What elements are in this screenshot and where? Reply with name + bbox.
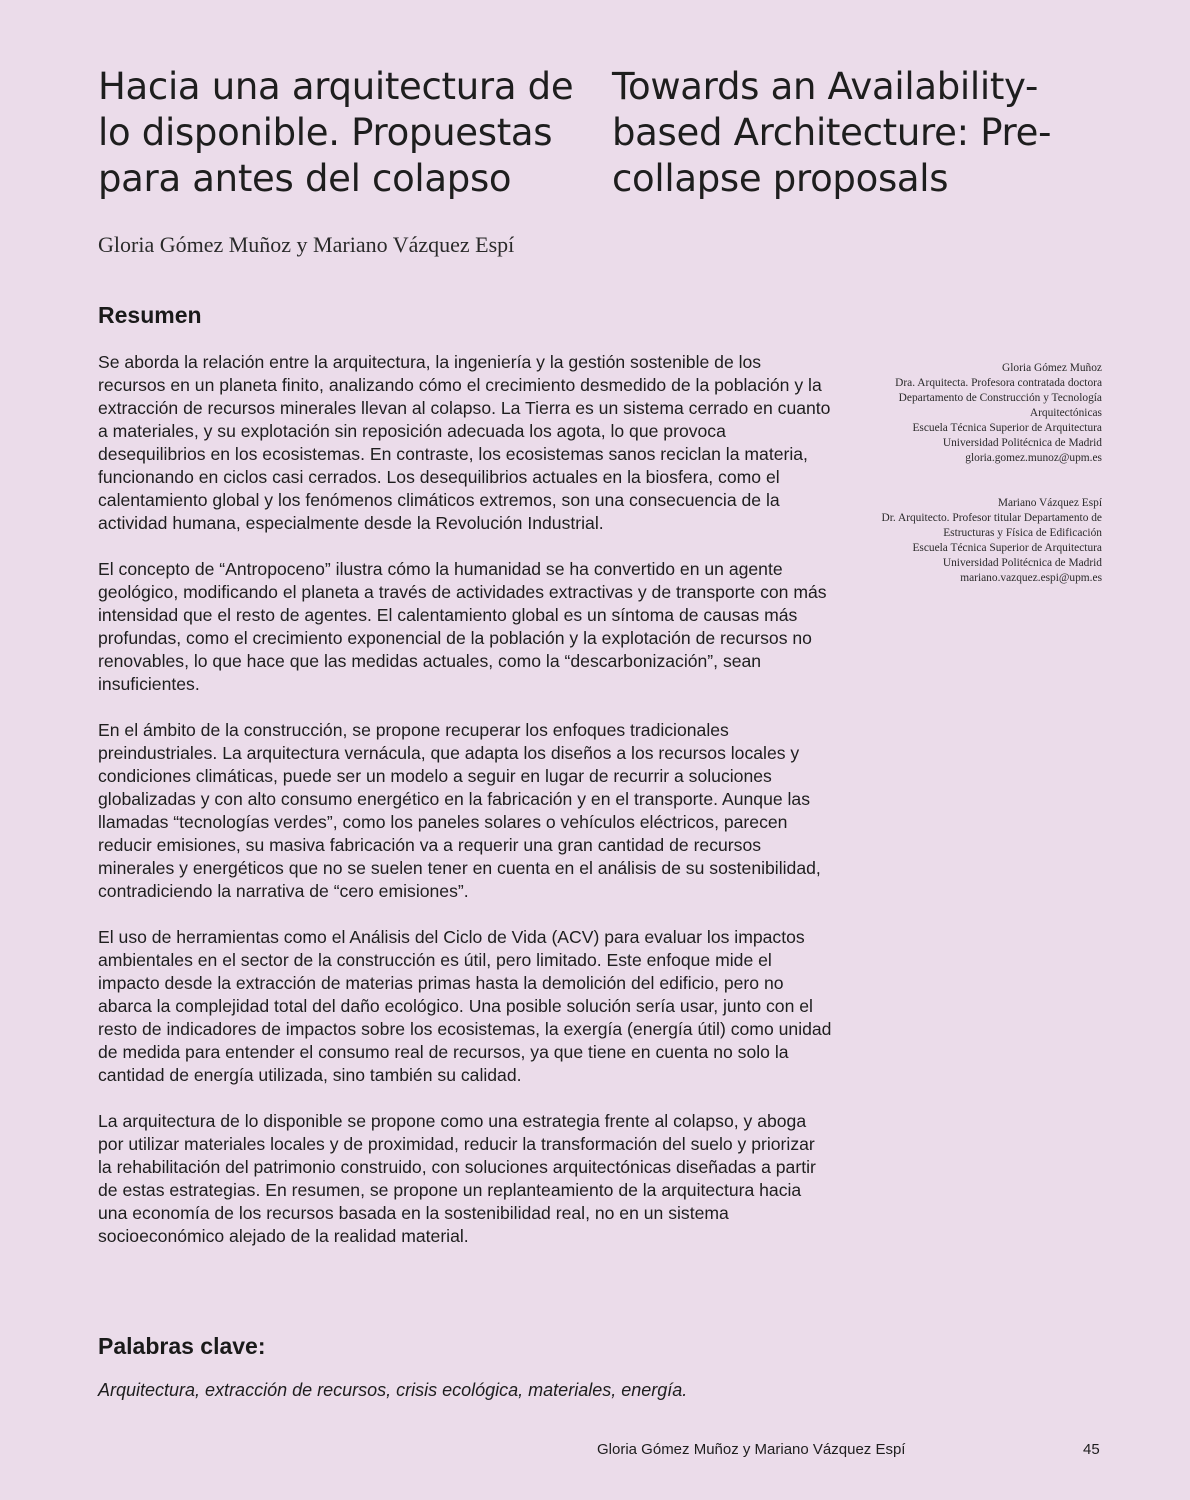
- keywords-heading: Palabras clave:: [98, 1333, 266, 1359]
- affiliation-mariano: [802, 496, 1102, 586]
- abstract-paragraph: El uso de herramientas como el Análisis del Ciclo de Vida (ACV) para evaluar los impactos ambientales en el sector de la construcción es útil, pero limitado. Este enfoque mide el impacto desde la extracción de materias primas hasta la demolición del edificio, pero no abarca la complejidad total del daño ecológico. Una posible solución sería usar, junto con el resto de indicadores de impactos sobre los ecosistemas, la exergía (energía útil) como unidad de medida para entender el consumo real de recursos, ya que tiene en cuenta no solo la cantidad de energía utilizada, sino también su calidad.: [98, 927, 832, 1085]
- affiliation-email[interactable]: mariano.vazquez.espi@upm.es: [960, 572, 1102, 584]
- keywords-text: Arquitectura, extracción de recursos, crisis ecológica, materiales, energía.: [98, 1380, 688, 1400]
- affiliation-name: Mariano Vázquez Espí: [997, 497, 1102, 509]
- affiliation-line: Universidad Politécnica de Madrid: [942, 557, 1102, 569]
- affiliation-line: Estructuras y Física de Edificación: [943, 527, 1102, 539]
- affiliation-line: Escuela Técnica Superior de Arquitectura: [912, 422, 1102, 434]
- footer-authors: Gloria Gómez Muñoz y Mariano Vázquez Espí: [597, 1441, 906, 1458]
- abstract-paragraph: El concepto de “Antropoceno” ilustra cómo la humanidad se ha convertido en un agente geológico, modificando el planeta a través de actividades extractivas y de transporte con más intensidad que el resto de agentes. El calentamiento global es un síntoma de causas más profundas, como el crecimiento exponencial de la población y la explotación de recursos no renovables, lo que hace que las medidas actuales, como la “descarbonización”, sean insuficientes.: [98, 559, 827, 694]
- affiliation-email[interactable]: gloria.gomez.munoz@upm.es: [965, 452, 1102, 464]
- affiliation-line: Dra. Arquitecta. Profesora contratada doctora: [895, 377, 1102, 389]
- abstract-paragraph: En el ámbito de la construcción, se propone recuperar los enfoques tradicionales preindustriales. La arquitectura vernácula, que adapta los diseños a los recursos locales y condiciones climáticas, puede ser un modelo a seguir en lugar de recurrir a soluciones globalizadas y con alto consumo energético en la fabricación y en el transporte. Aunque las llamadas “tecnologías verdes”, como los paneles solares o vehículos eléctricos, parecen reducir emisiones, su masiva fabricación va a requerir una gran cantidad de recursos minerales y energéticos que no se suelen tener en cuenta en el análisis de su sostenibilidad, contradiciendo la narrativa de “cero emisiones”.: [98, 720, 821, 901]
- affiliation-line: Universidad Politécnica de Madrid: [942, 437, 1102, 449]
- abstract-body: [98, 351, 833, 1271]
- authors: Gloria Gómez Muñoz y Mariano Vázquez Espí: [98, 232, 515, 257]
- abstract-heading: Resumen: [98, 302, 202, 328]
- title-english: Towards an Availability-based Architecture: Pre-collapse proposals: [612, 65, 1052, 200]
- affiliation-line: Escuela Técnica Superior de Arquitectura: [912, 542, 1102, 554]
- title-spanish: Hacia una arquitectura de lo disponible. Propuestas para antes del colapso: [98, 65, 574, 200]
- affiliation-line: Arquitectónicas: [1029, 407, 1102, 419]
- affiliation-line: Departamento de Construcción y Tecnología: [898, 392, 1102, 404]
- affiliation-line: Dr. Arquitecto. Profesor titular Departamento de: [881, 512, 1102, 524]
- abstract-paragraph: Se aborda la relación entre la arquitectura, la ingeniería y la gestión sostenible de los recursos en un planeta finito, analizando cómo el crecimiento desmedido de la población y la extracción de recursos minerales llevan al colapso. La Tierra es un sistema cerrado en cuanto a materiales, y su explotación sin reposición adecuada los agota, lo que provoca desequilibrios en los ecosistemas. En contraste, los ecosistemas sanos reciclan la materia, funcionando en ciclos casi cerrados. Los desequilibrios actuales en la biosfera, como el calentamiento global y los fenómenos climáticos extremos, son una consecuencia de la actividad humana, especialmente desde la Revolución Industrial.: [98, 352, 831, 533]
- affiliation-gloria: [802, 361, 1102, 466]
- affiliation-name: Gloria Gómez Muñoz: [1002, 362, 1102, 374]
- page-number: 45: [1083, 1441, 1100, 1458]
- abstract-paragraph: La arquitectura de lo disponible se propone como una estrategia frente al colapso, y aboga por utilizar materiales locales y de proximidad, reducir la transformación del suelo y priorizar la rehabilitación del patrimonio construido, con soluciones arquitectónicas diseñadas a partir de estas estrategias. En resumen, se propone un replanteamiento de la arquitectura hacia una economía de los recursos basada en la sostenibilidad real, no en un sistema socioeconómico alejado de la realidad material.: [98, 1111, 816, 1246]
